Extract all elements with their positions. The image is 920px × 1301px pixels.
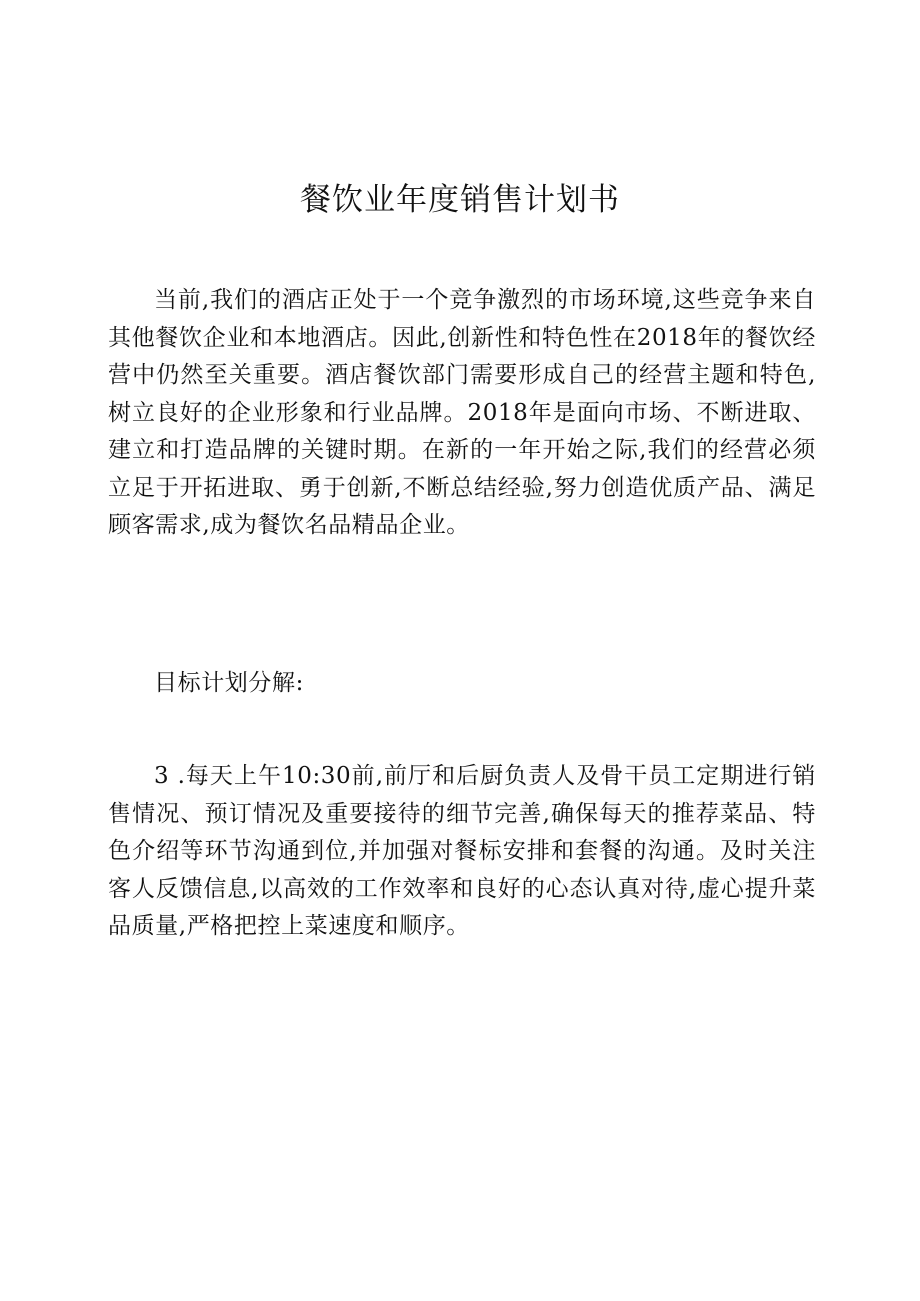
- intro-paragraph: 当前,我们的酒店正处于一个竞争激烈的市场环境,这些竞争来自其他餐饮企业和本地酒店。因此,创新性和特色性在2018年的餐饮经营中仍然至关重要。酒店餐饮部门需要形成自己的经营主题和特色,树立良好的企业形象和行业品牌。2018年是面向市场、不断进取、建立和打造品牌的关键时期。在新的一年开始之际,我们的经营必须立足于开拓进取、勇于创新,不断总结经验,努力创造优质产品、满足顾客需求,成为餐饮名品精品企业。: [108, 287, 816, 538]
- section-heading-paragraph: 目标计划分解:: [154, 670, 304, 696]
- plan-item-paragraph: 3 .每天上午10:30前,前厅和后厨负责人及骨干员工定期进行销售情况、预订情况及重要接待的细节完善,确保每天的推荐菜品、特色介绍等环节沟通到位,并加强对餐标安排和套餐的沟通。及时关注客人反馈信息,以高效的工作效率和良好的心态认真对待,虚心提升菜品质量,严格把控上菜速度和顺序。: [108, 763, 816, 939]
- document-title: 餐饮业年度销售计划书: [300, 182, 620, 218]
